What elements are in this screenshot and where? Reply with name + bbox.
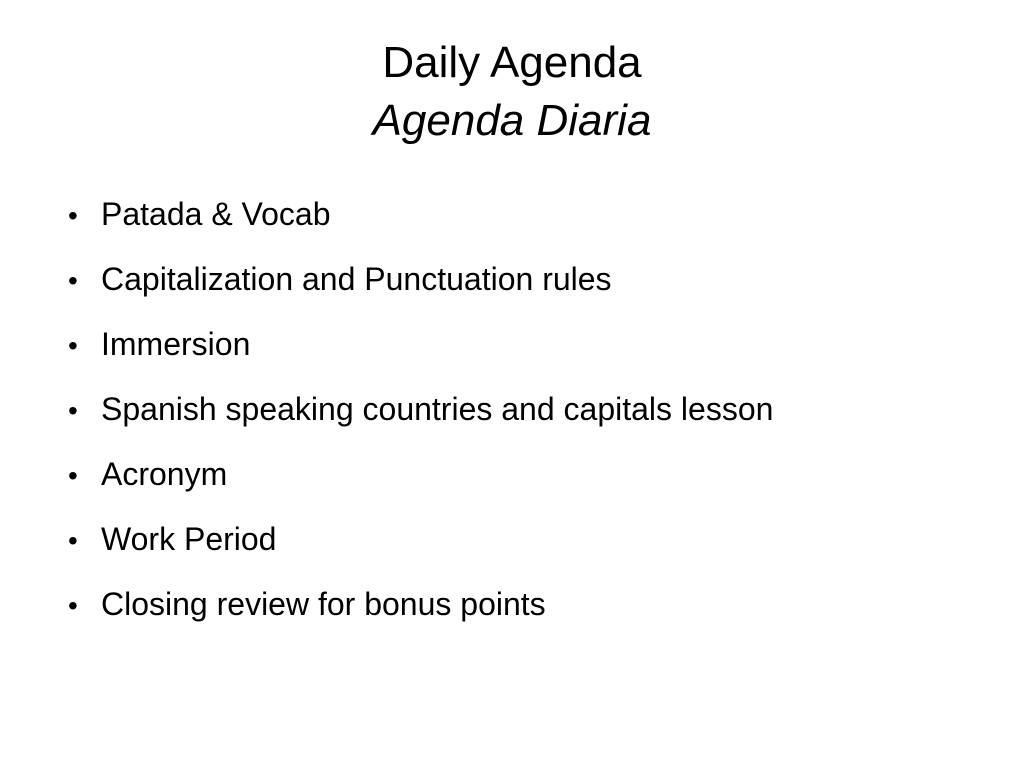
agenda-list	[68, 186, 773, 641]
bullet-icon: •	[68, 200, 78, 231]
list-item-text: Acronym	[101, 456, 228, 492]
list-item	[68, 316, 773, 381]
title-spanish: Agenda Diaria	[372, 96, 652, 145]
list-item	[68, 446, 773, 511]
list-item	[68, 511, 773, 576]
list-item	[68, 576, 773, 641]
list-item-text: Work Period	[101, 521, 277, 557]
list-item	[68, 186, 773, 251]
list-item-text: Spanish speaking countries and capitals lesson	[101, 391, 774, 427]
bullet-icon: •	[68, 265, 78, 296]
list-item	[68, 251, 773, 316]
title-english: Daily Agenda	[382, 38, 642, 87]
bullet-icon: •	[68, 460, 78, 491]
slide-title	[0, 34, 1024, 150]
bullet-icon: •	[68, 330, 78, 361]
list-item-text: Immersion	[101, 326, 251, 362]
bullet-icon: •	[68, 590, 78, 621]
bullet-icon: •	[68, 395, 78, 426]
list-item-text: Closing review for bonus points	[101, 586, 546, 622]
bullet-icon: •	[68, 525, 78, 556]
list-item-text: Capitalization and Punctuation rules	[101, 261, 612, 297]
list-item	[68, 381, 773, 446]
list-item-text: Patada & Vocab	[101, 196, 331, 232]
